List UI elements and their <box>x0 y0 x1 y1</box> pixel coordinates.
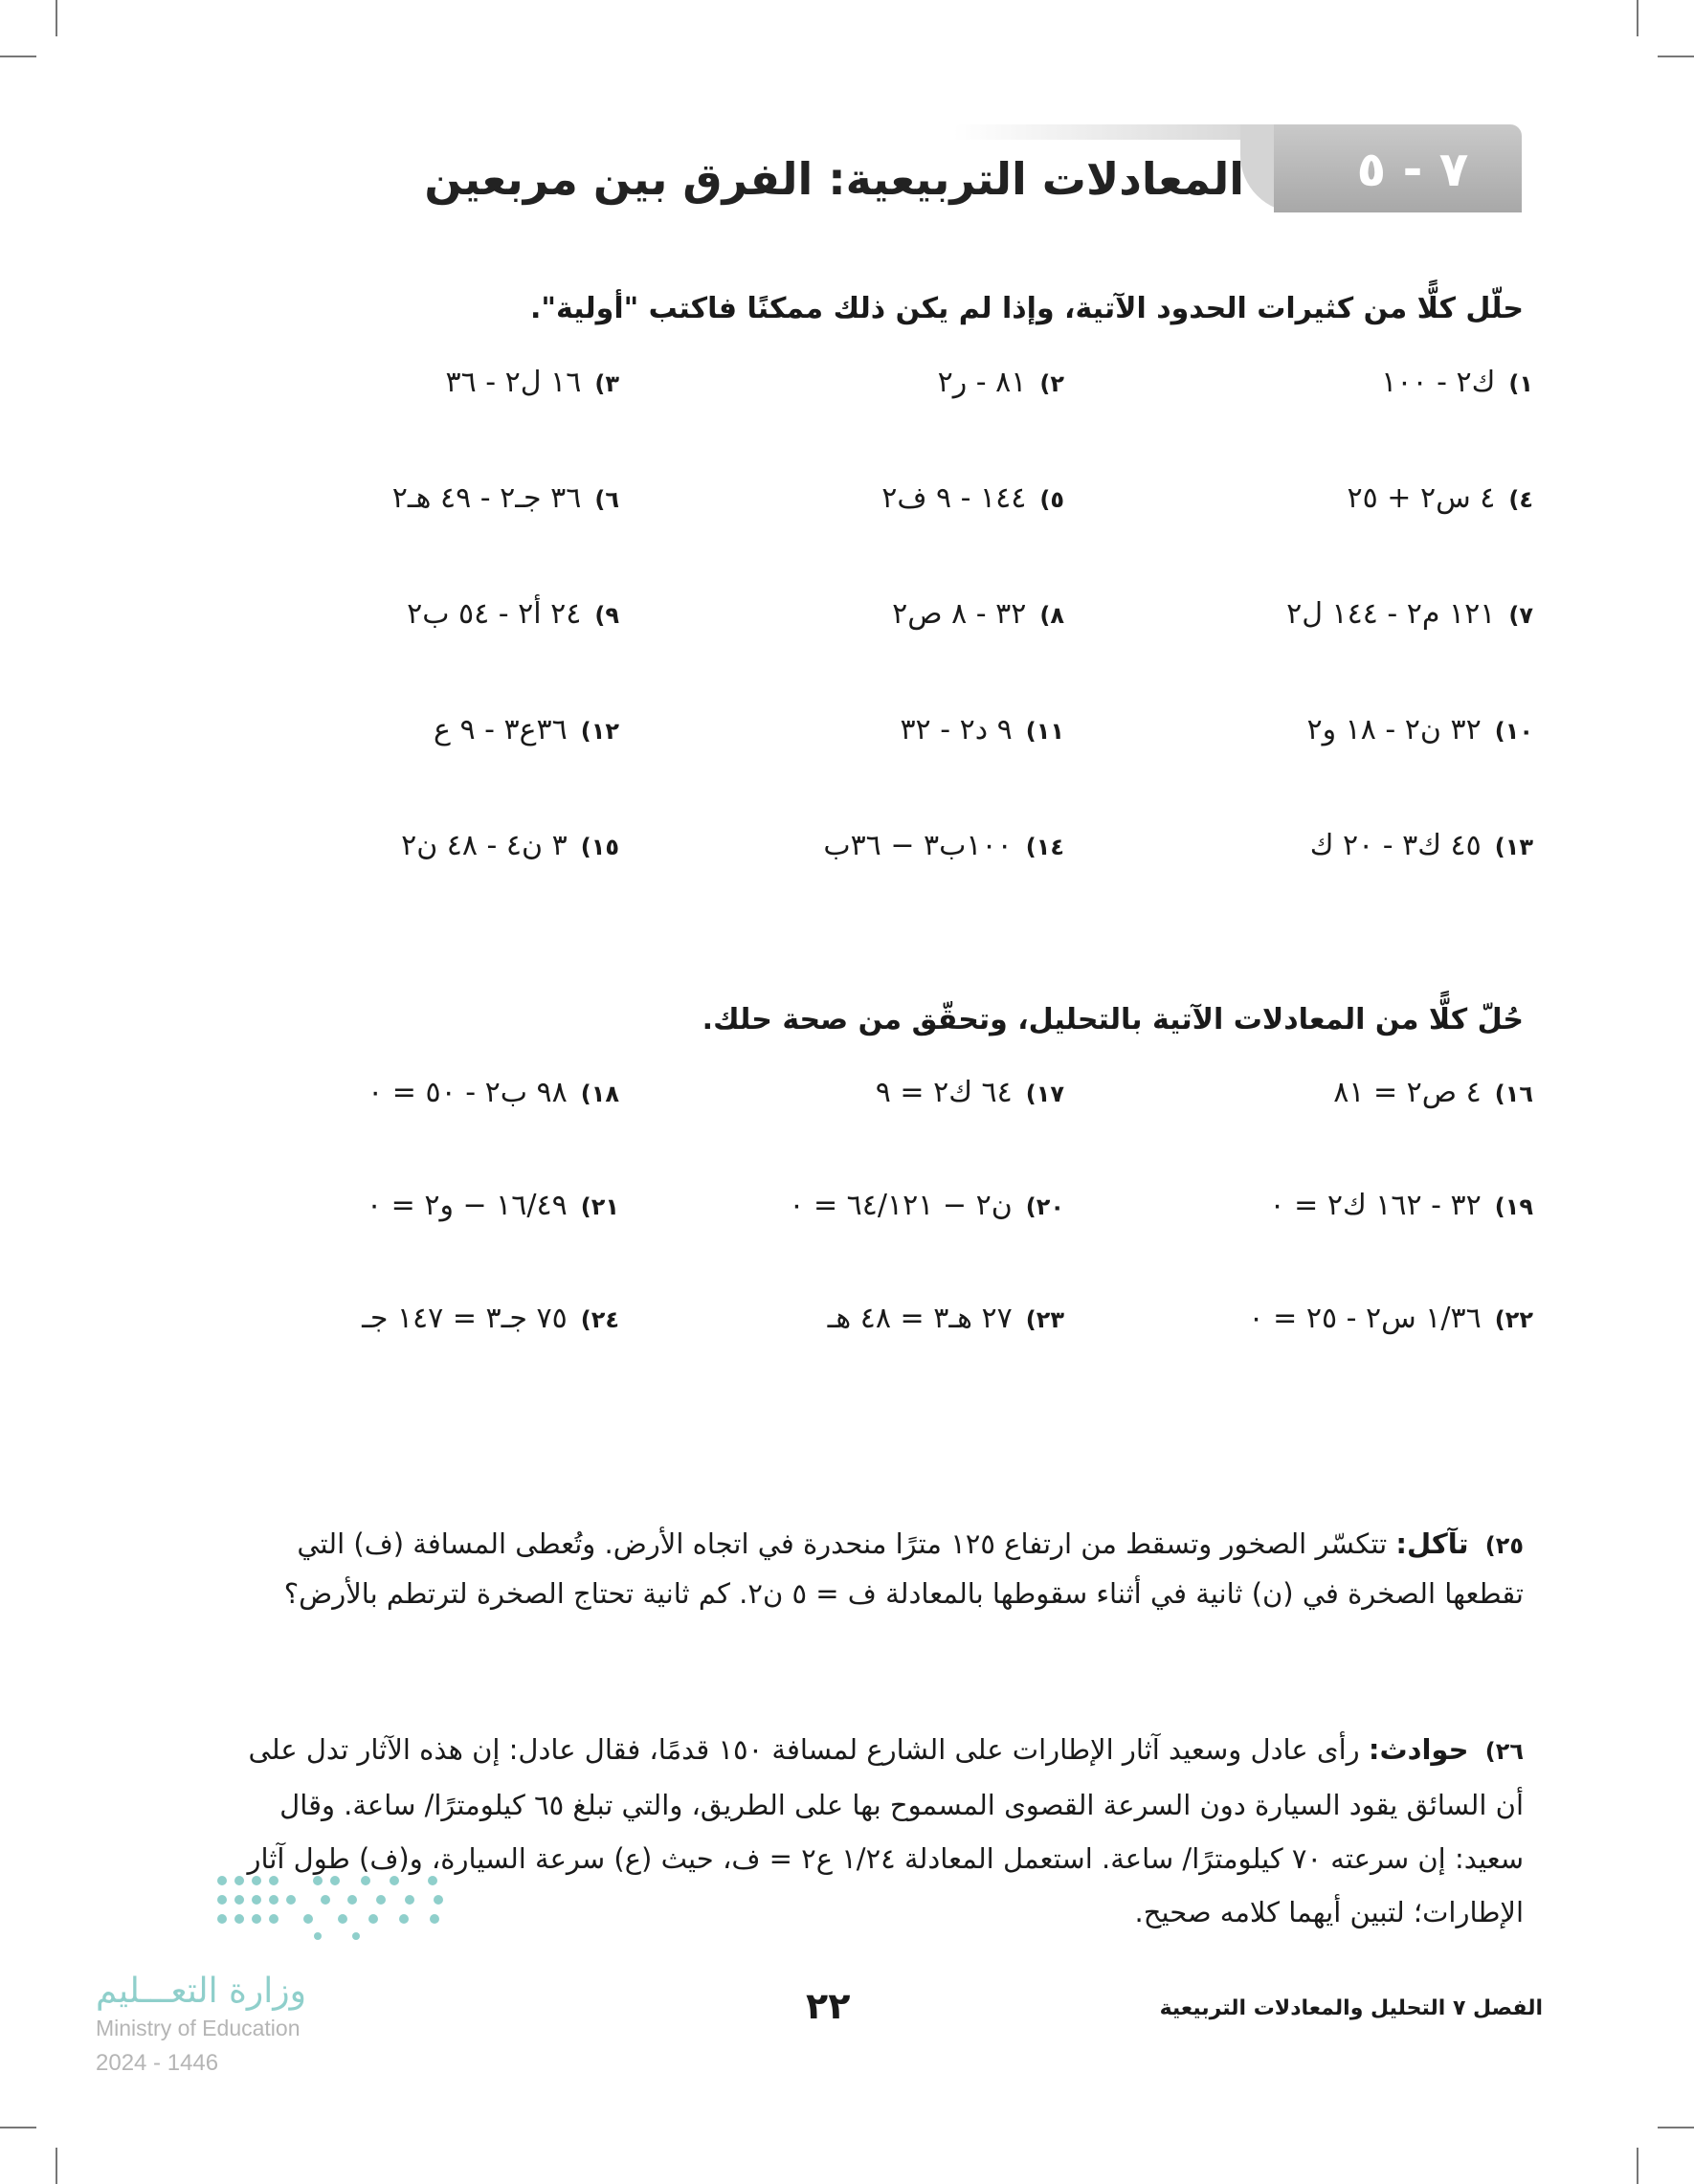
exercise-item <box>1286 597 1533 631</box>
exercise-expression: ١٤٤ - ٩ ف٢ <box>881 481 1027 515</box>
exercise-number: ٢٣) <box>1025 1306 1064 1333</box>
exercise-number: ١٨) <box>580 1081 619 1107</box>
exercise-number: ١) <box>1508 370 1533 397</box>
problem-number: ٢٥) <box>1484 1532 1524 1559</box>
crop-mark <box>1658 2127 1694 2128</box>
exercise-number: ٨) <box>1039 602 1064 629</box>
exercise-number: ٦) <box>594 486 619 513</box>
exercise-item <box>401 829 619 862</box>
exercise-row <box>289 597 1533 655</box>
exercise-row <box>289 481 1533 539</box>
exercise-expression: ١٠٠ب٣ − ٣٦ب <box>823 829 1013 862</box>
exercise-item <box>362 1302 619 1335</box>
exercise-expression: ٩٨ ب٢ - ٥٠ = ٠ <box>368 1076 568 1109</box>
exercise-item <box>1381 366 1533 399</box>
exercise-item <box>1333 1076 1533 1109</box>
exercise-expression: ٤ ص٢ = ٨١ <box>1333 1076 1482 1109</box>
section2-instruction: حُلّ كلًّا من المعادلات الآتية بالتحليل، وتحقّق من صحة حلك. <box>702 1003 1524 1036</box>
crop-mark <box>1658 56 1694 57</box>
exercise-expression: ٤ س٢ + ٢٥ <box>1347 481 1496 515</box>
crop-mark <box>56 0 57 36</box>
exercise-number: ١٦) <box>1494 1081 1533 1107</box>
exercise-item <box>1307 713 1534 747</box>
exercise-expression: ٤٥ ك٣ - ٢٠ ك <box>1309 829 1482 862</box>
chapter-footer: الفصل ٧ التحليل والمعادلات التربيعية <box>1159 1996 1543 2020</box>
exercise-item <box>1348 481 1534 515</box>
exercise-expression: ٢٤ أ٢ - ٥٤ ب٢ <box>407 597 582 631</box>
exercise-expression: ٩ د٢ - ٣٢ <box>900 713 1013 747</box>
exercise-row <box>289 1302 1533 1359</box>
page-number: ٢٢ <box>806 1985 851 2027</box>
exercise-item <box>367 1189 619 1222</box>
exercise-item <box>446 366 619 399</box>
exercise-number: ٢٤) <box>580 1306 619 1333</box>
exercise-row <box>289 829 1533 886</box>
exercise-row <box>289 366 1533 423</box>
exercise-number: ١٤) <box>1025 834 1064 860</box>
exercise-item <box>1310 829 1533 862</box>
problem-label: حوادث: <box>1368 1733 1469 1766</box>
ministry-name-arabic: وزارة التعـــليم <box>96 1972 307 2011</box>
lesson-number: ٧ - ٥ <box>1356 142 1469 197</box>
exercise-expression: ٣٦ جـ٢ - ٤٩ هـ٢ <box>391 481 582 515</box>
exercise-expression: ن٢ − ٦٤/١٢١ = ٠ <box>789 1189 1013 1222</box>
ministry-name-english: Ministry of Education <box>96 2016 301 2040</box>
exercise-item <box>828 1302 1064 1335</box>
exercise-item <box>823 829 1064 862</box>
exercise-number: ١٧) <box>1025 1081 1064 1107</box>
exercise-item <box>1249 1302 1534 1335</box>
lesson-title: المعادلات التربيعية: الفرق بين مربعين <box>424 153 1244 205</box>
exercise-row <box>289 1076 1533 1133</box>
crop-mark <box>0 2127 36 2128</box>
exercise-item <box>407 597 619 631</box>
exercise-expression: ١٢١ م٢ - ١٤٤ ل٢ <box>1286 597 1496 631</box>
exercise-item <box>434 713 619 747</box>
exercise-item <box>900 713 1064 747</box>
exercise-expression: ك٢ - ١٠٠ <box>1381 366 1496 399</box>
word-problem <box>241 1520 1524 1617</box>
exercise-number: ١٠) <box>1494 718 1533 745</box>
exercise-number: ١٩) <box>1494 1193 1533 1220</box>
exercise-number: ١٢) <box>580 718 619 745</box>
exercise-item <box>876 1076 1064 1109</box>
exercise-expression: ٣٢ - ١٦٢ ك٢ = ٠ <box>1269 1189 1482 1222</box>
exercise-expression: ٣٢ ن٢ - ١٨ و٢ <box>1306 713 1482 747</box>
ministry-logo-dots-icon <box>212 1871 452 1943</box>
exercise-expression: ١٦ ل٢ - ٣٦ <box>445 366 582 399</box>
exercise-number: ٢) <box>1039 370 1064 397</box>
problem-number: ٢٦) <box>1484 1738 1524 1765</box>
section1-instruction: حلّل كلًّا من كثيرات الحدود الآتية، وإذا لم يكن ذلك ممكنًا فاكتب "أولية". <box>529 292 1524 325</box>
exercise-expression: ٣ ن٤ - ٤٨ ن٢ <box>401 829 568 862</box>
exercise-expression: ١/٣٦ س٢ - ٢٥ = ٠ <box>1248 1302 1482 1335</box>
exercise-expression: ٨١ - ر٢ <box>937 366 1027 399</box>
crop-mark <box>1637 2148 1638 2184</box>
exercise-item <box>368 1076 619 1109</box>
edition-year: 2024 - 1446 <box>96 2050 219 2076</box>
problem-label: تآكل: <box>1395 1527 1469 1560</box>
problem-text: رأى عادل وسعيد آثار الإطارات على الشارع لمسافة ١٥٠ قدمًا، فقال عادل: إن هذه الآثار تدل على أن السائق يقود السيارة دون السرعة القصوى المسموح بها على الطريق، والتي تبلغ ٦٥ كيلومترًا/ ساعة. وقال سعيد: إن سرعته ٧٠ كيلومترًا/ ساعة. استعمل المعادلة ١/٢٤ ع٢ = ف، حيث (ع) سرعة السيارة، و(ف) طول آثار الإطارات؛ لتبين أيهما كلامه صحيح. <box>247 1733 1524 1928</box>
exercise-expression: ٦٤ ك٢ = ٩ <box>875 1076 1013 1109</box>
exercise-number: ٢٢) <box>1494 1306 1533 1333</box>
exercise-expression: ٧٥ جـ٣ = ١٤٧ جـ <box>362 1302 568 1335</box>
exercise-item <box>1270 1189 1533 1222</box>
exercise-number: ٣) <box>594 370 619 397</box>
crop-mark <box>56 2148 57 2184</box>
exercise-number: ٤) <box>1508 486 1533 513</box>
exercise-number: ٧) <box>1508 602 1533 629</box>
exercise-number: ١١) <box>1025 718 1064 745</box>
exercise-row <box>289 1189 1533 1246</box>
exercise-row <box>289 713 1533 770</box>
exercise-number: ٢٠) <box>1025 1193 1064 1220</box>
exercise-number: ٩) <box>594 602 619 629</box>
exercise-expression: ٣٦ع٣ - ٩ ع <box>434 713 568 747</box>
exercise-item <box>789 1189 1064 1222</box>
exercise-number: ١٥) <box>580 834 619 860</box>
exercise-expression: ٢٧ هـ٣ = ٤٨ هـ <box>827 1302 1013 1335</box>
problem-text: تتكسّر الصخور وتسقط من ارتفاع ١٢٥ مترًا منحدرة في اتجاه الأرض. وتُعطى المسافة (ف) التي تقطعها الصخرة في (ن) ثانية في أثناء سقوطها بالمعادلة ف = ٥ ن٢. كم ثانية تحتاج الصخرة لترتطم بالأرض؟ <box>283 1527 1524 1610</box>
crop-mark <box>1637 0 1638 36</box>
exercise-expression: ٣٢ - ٨ ص٢ <box>892 597 1027 631</box>
lesson-header <box>424 124 1522 214</box>
crop-mark <box>0 56 36 57</box>
exercise-expression: ١٦/٤٩ − و٢ = ٠ <box>367 1189 568 1222</box>
exercise-item <box>892 597 1064 631</box>
exercise-item <box>881 481 1064 515</box>
exercise-number: ٢١) <box>580 1193 619 1220</box>
exercise-item <box>938 366 1064 399</box>
exercise-item <box>392 481 619 515</box>
exercise-number: ٥) <box>1039 486 1064 513</box>
exercise-number: ١٣) <box>1494 834 1533 860</box>
